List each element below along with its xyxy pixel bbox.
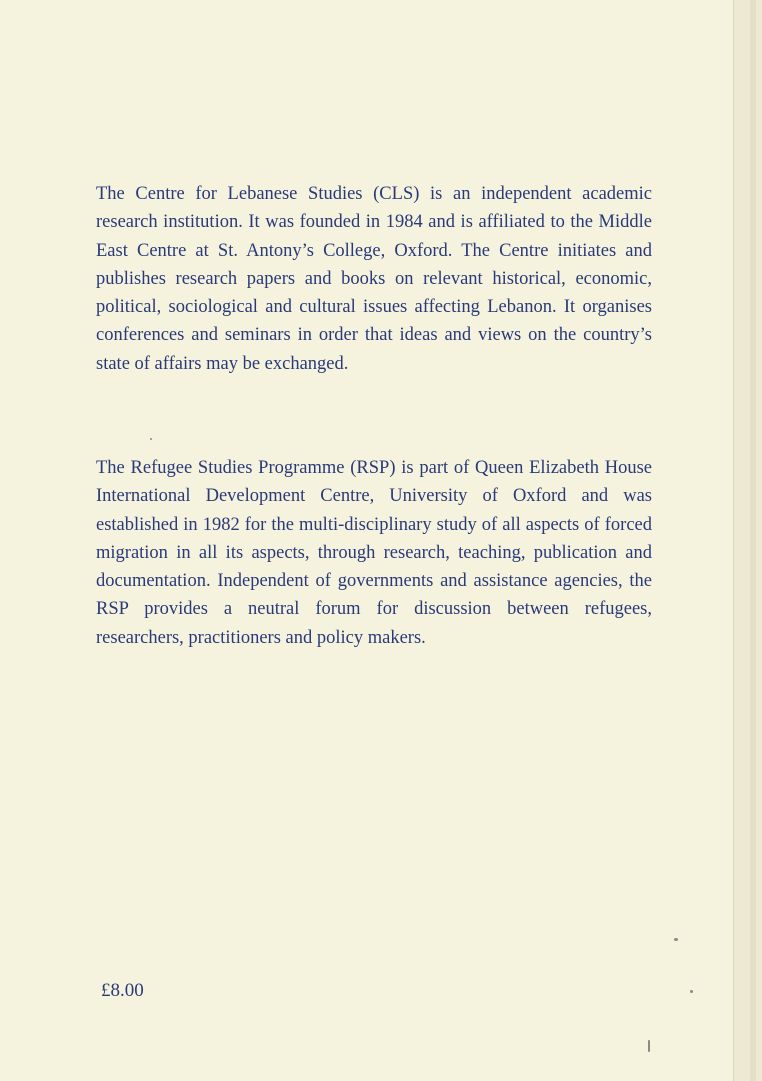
price-label: £8.00 (101, 980, 144, 1001)
paper-speck (648, 1040, 650, 1052)
paper-speck (150, 438, 152, 440)
rsp-description: The Refugee Studies Programme (RSP) is part of Queen Elizabeth House International Development Centre, University of Oxford and was established in 1982 for the multi-disciplinary study of all aspects of forced migration in all its aspects, through research, teaching, publication and documentation. Independent of governments and assistance agencies, the RSP provides a neutral forum for discussion between refugees, researchers, practitioners and policy makers. (96, 458, 652, 648)
spine-edge (733, 0, 762, 1081)
paper-speck (674, 938, 678, 941)
cls-description: The Centre for Lebanese Studies (CLS) is an independent academic research institution. It was founded in 1984 and is affiliated to the Middle East Centre at St. Antony’s College, Oxford. The Centre initiates and publishes research papers and books on relevant historical, economic, political, sociological and cultural issues affecting Lebanon. It organises conferences and seminars in order that ideas and views on the country’s state of affairs may be exchanged. (96, 184, 652, 374)
paper-speck (690, 990, 693, 993)
spine-shadow (750, 0, 756, 1081)
